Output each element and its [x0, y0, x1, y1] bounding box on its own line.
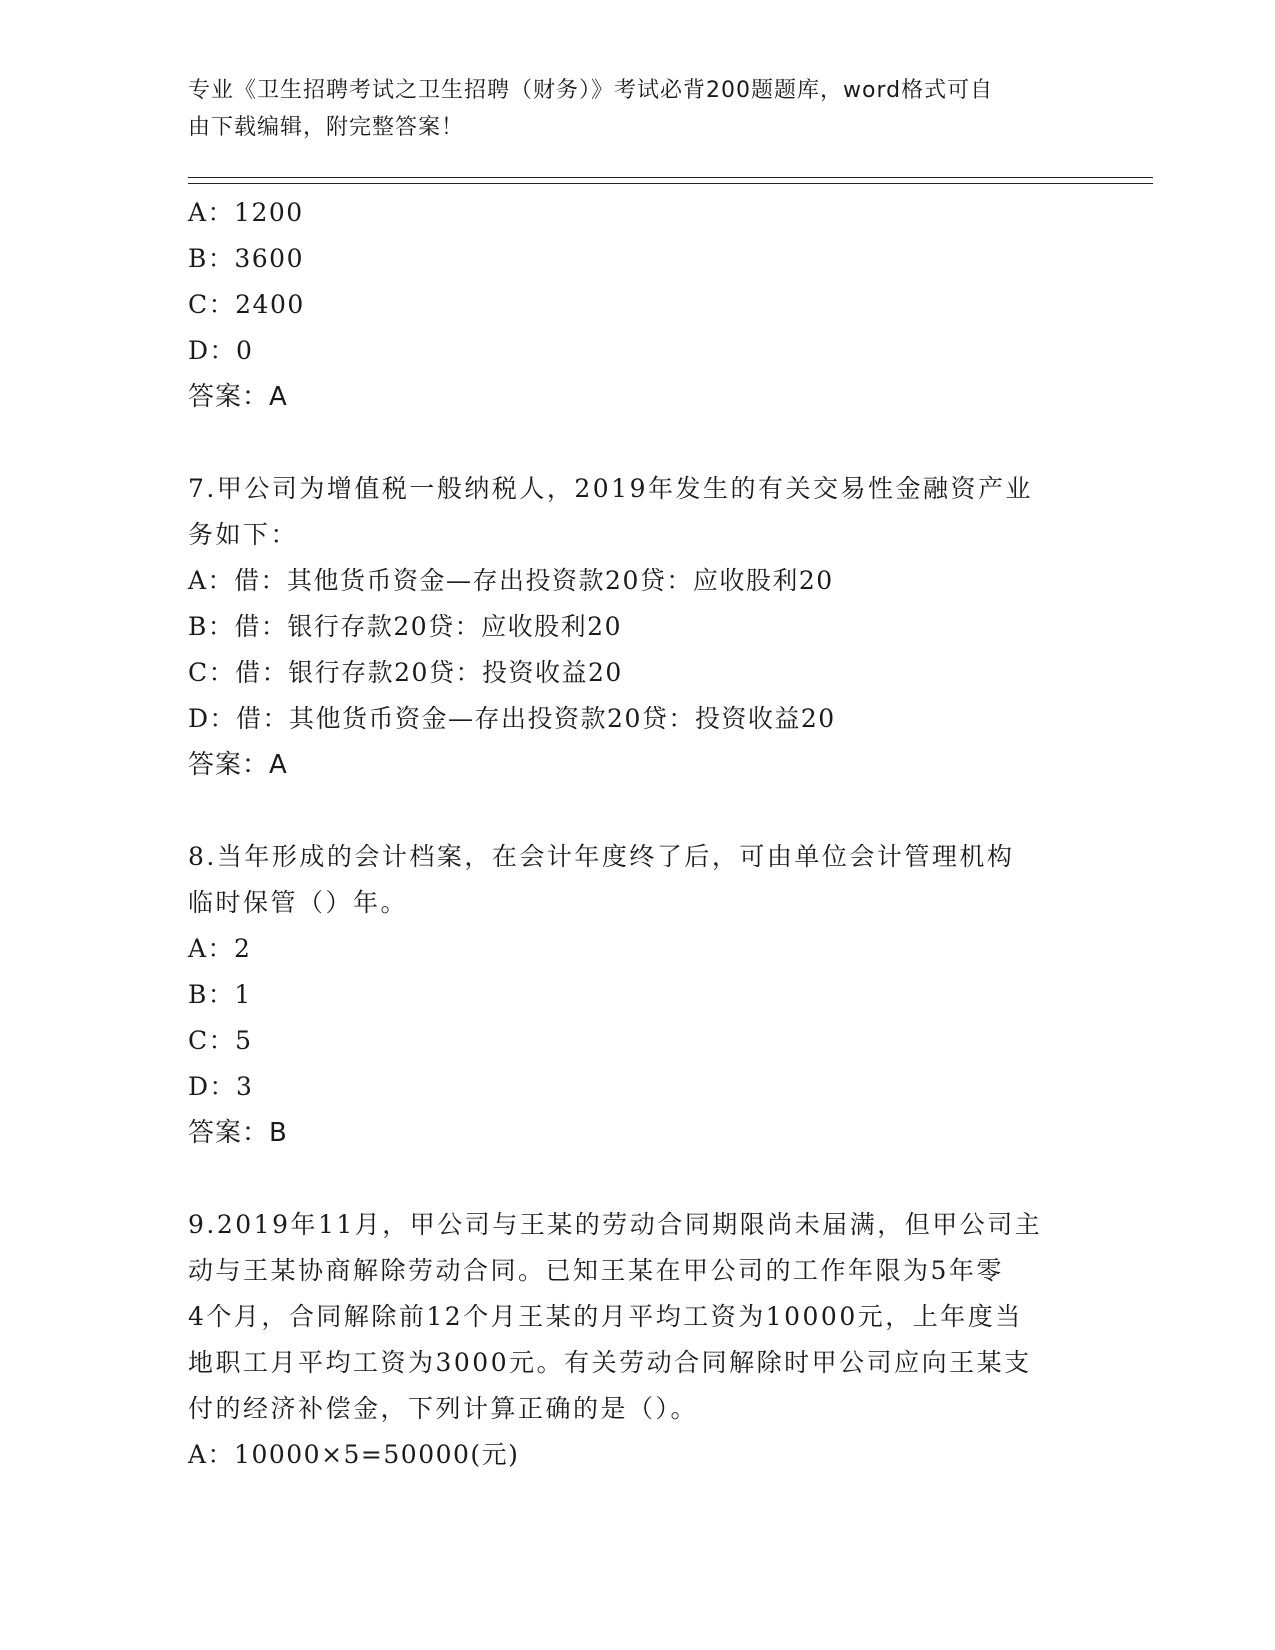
option-a: A：10000×5=50000(元) [188, 1440, 520, 1469]
option-a: A：2 [188, 934, 252, 963]
question-line: 务如下： [188, 520, 299, 549]
option-c: C：5 [188, 1026, 253, 1055]
option-a: A：借：其他货币资金—存出投资款20贷：应收股利20 [188, 566, 834, 595]
option-d: D：借：其他货币资金—存出投资款20贷：投资收益20 [188, 704, 836, 733]
option-b: B：3600 [188, 244, 304, 273]
option-c: C：借：银行存款20贷：投资收益20 [188, 658, 623, 687]
question-line: 付的经济补偿金，下列计算正确的是（）。 [188, 1394, 699, 1423]
spacer [188, 788, 1088, 834]
document-header [188, 72, 1068, 146]
question-8 [188, 834, 1088, 1156]
question-line: 9.2019年11月，甲公司与王某的劳动合同期限尚未届满，但甲公司主 [188, 1210, 1043, 1239]
header-line-2: 由下载编辑，附完整答案！ [188, 115, 465, 140]
option-a: A：1200 [188, 198, 304, 227]
question-text [188, 1202, 1088, 1432]
option-d: D：3 [188, 1072, 254, 1101]
option-c: C：2400 [188, 290, 305, 319]
prev-question [188, 190, 1088, 420]
question-9 [188, 1202, 1088, 1478]
question-7 [188, 466, 1088, 788]
document-body [188, 190, 1088, 1478]
header-divider-top [188, 177, 1153, 178]
option-d: D：0 [188, 336, 254, 365]
spacer [188, 1156, 1088, 1202]
option-b: B：1 [188, 980, 252, 1009]
answer: 答案：A [188, 382, 288, 412]
question-text [188, 834, 1088, 926]
question-line: 7.甲公司为增值税一般纳税人，2019年发生的有关交易性金融资产业 [188, 474, 1033, 503]
question-line: 临时保管（）年。 [188, 888, 409, 917]
question-line: 动与王某协商解除劳动合同。已知王某在甲公司的工作年限为5年零 [188, 1256, 1004, 1285]
question-line: 地职工月平均工资为3000元。有关劳动合同解除时甲公司应向王某支 [188, 1348, 1032, 1377]
answer: 答案：A [188, 750, 288, 780]
spacer [188, 420, 1088, 466]
question-line: 4个月，合同解除前12个月王某的月平均工资为10000元，上年度当 [188, 1302, 1023, 1331]
header-line-1: 专业《卫生招聘考试之卫生招聘（财务）》考试必背200题题库，word格式可自 [188, 78, 994, 103]
question-text [188, 466, 1088, 558]
question-line: 8.当年形成的会计档案，在会计年度终了后，可由单位会计管理机构 [188, 842, 1015, 871]
answer: 答案：B [188, 1118, 288, 1148]
option-b: B：借：银行存款20贷：应收股利20 [188, 612, 622, 641]
header-divider-bottom [188, 183, 1153, 184]
